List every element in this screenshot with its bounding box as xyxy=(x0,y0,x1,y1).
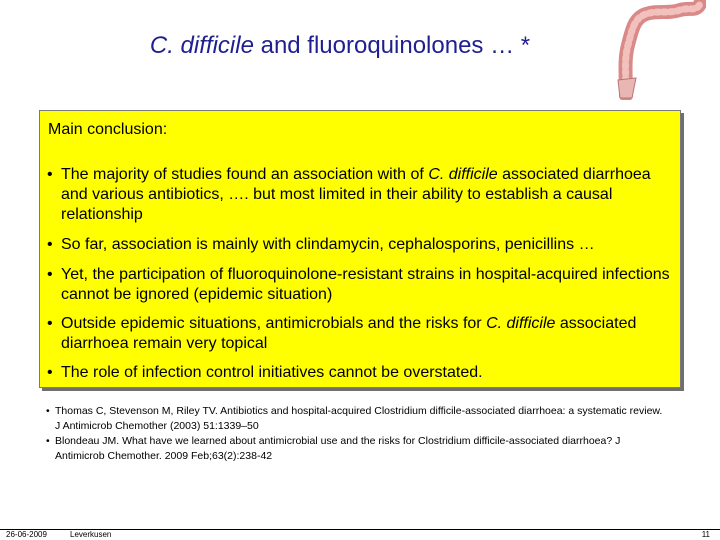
conclusion-bullet-5: • The role of infection control initiatives cannot be overstated. xyxy=(47,364,483,381)
bullet-dot: • xyxy=(47,166,53,183)
reference-item: • Blondeau JM. What have we learned about antimicrobial use and the risks for Clostridium difficile-associated diarrhoea? J Antimicrob Chemother. 2009 Feb;63(2):238-42 xyxy=(46,435,621,462)
bullet-dot: • xyxy=(47,364,53,381)
conclusion-bullet-1: • The majority of studies found an association with of C. difficile associated diarrhoea and various antibiotics, …. but most limited in their ability to establish a causal relationship xyxy=(47,166,651,223)
bullet-dot: • xyxy=(47,315,53,332)
reference-item: • Thomas C, Stevenson M, Riley TV. Antibiotics and hospital-acquired Clostridium difficile-associated diarrhoea: a systematic review. J Antimicrob Chemother (2003) 51:1339–50 xyxy=(46,405,663,432)
slide-title xyxy=(60,32,620,60)
footer-page-number: 11 xyxy=(701,530,710,539)
title-rest: and fluoroquinolones … * xyxy=(253,32,531,59)
conclusion-bullet-2: • So far, association is mainly with clindamycin, cephalosporins, penicillins … xyxy=(47,236,595,253)
footer-place: Leverkusen xyxy=(70,530,112,539)
conclusion-box xyxy=(39,110,681,388)
references xyxy=(46,404,666,464)
conclusion-bullet-4: • Outside epidemic situations, antimicrobials and the risks for C. difficile associated diarrhoea remain very topical xyxy=(47,315,637,352)
conclusion-lead: Main conclusion: xyxy=(48,121,168,138)
bullet-dot: • xyxy=(47,236,53,253)
bullet-dot: • xyxy=(47,266,53,283)
conclusion-bullet-3: • Yet, the participation of fluoroquinolone-resistant strains in hospital-acquired infections cannot be ignored (epidemic situation) xyxy=(47,266,670,303)
footer-date: 26-06-2009 xyxy=(6,530,47,539)
title-italic: C. difficile xyxy=(149,32,254,59)
colon-illustration-icon xyxy=(606,0,706,100)
